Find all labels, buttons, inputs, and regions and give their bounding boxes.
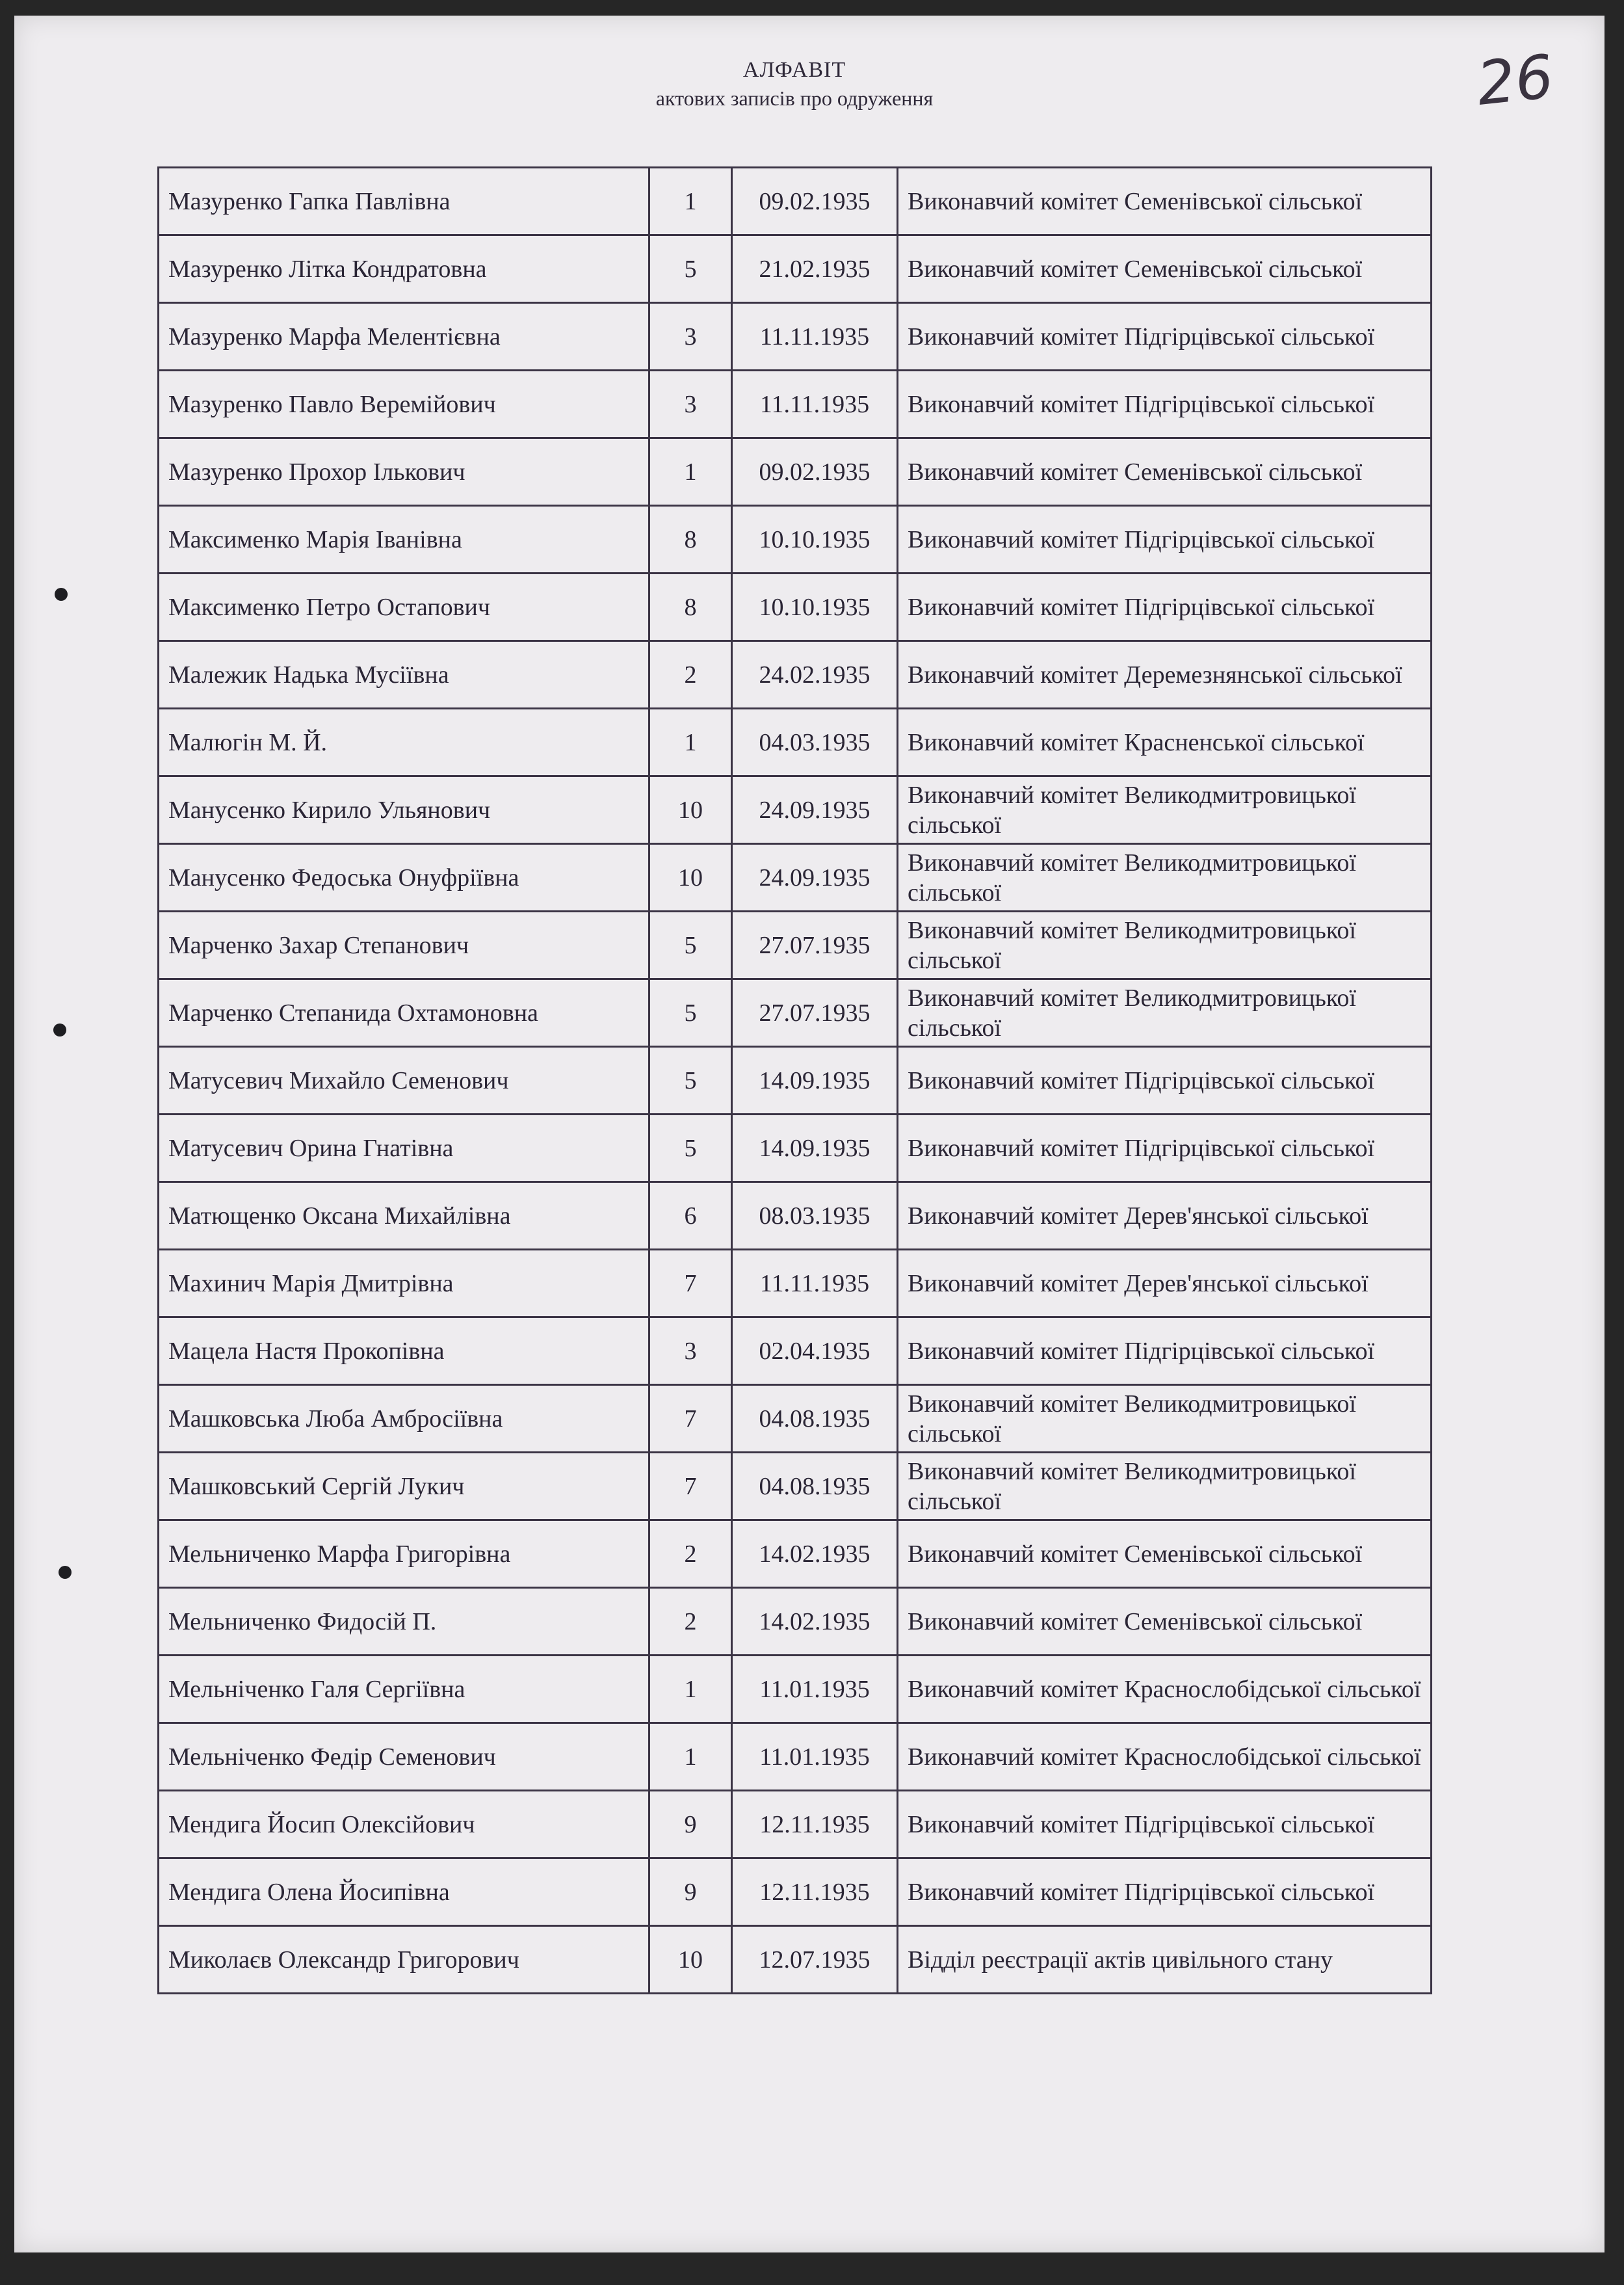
table-row: [159, 1858, 1432, 1926]
registry-authority-cell: Виконавчий комітет Семенівської сільської: [898, 168, 1432, 235]
registry-authority-cell: Виконавчий комітет Підгірцівської сільської: [898, 1115, 1432, 1182]
registry-authority-cell: Виконавчий комітет Семенівської сільської: [898, 235, 1432, 303]
punch-hole-mark: [55, 588, 68, 601]
record-number-cell: 3: [649, 303, 732, 371]
table-row: [159, 776, 1432, 844]
registry-authority-cell: Виконавчий комітет Красненської сільської: [898, 709, 1432, 776]
record-number-cell: 5: [649, 235, 732, 303]
record-date-cell: 21.02.1935: [732, 235, 898, 303]
person-name-cell: Максименко Петро Остапович: [159, 574, 649, 641]
registry-authority-cell: Виконавчий комітет Краснослобідської сільської: [898, 1656, 1432, 1723]
person-name-cell: Машковський Сергій Лукич: [159, 1453, 649, 1520]
registry-authority-cell: Виконавчий комітет Семенівської сільської: [898, 1520, 1432, 1588]
person-name-cell: Малежик Надька Мусіївна: [159, 641, 649, 709]
record-date-cell: 11.11.1935: [732, 1250, 898, 1317]
record-date-cell: 27.07.1935: [732, 912, 898, 979]
person-name-cell: Мазуренко Гапка Павлівна: [159, 168, 649, 235]
table-row: [159, 168, 1432, 235]
record-date-cell: 04.08.1935: [732, 1385, 898, 1453]
table-row: [159, 1723, 1432, 1791]
person-name-cell: Мельніченко Федір Семенович: [159, 1723, 649, 1791]
person-name-cell: Мазуренко Павло Веремійович: [159, 371, 649, 438]
record-date-cell: 11.01.1935: [732, 1723, 898, 1791]
record-date-cell: 12.11.1935: [732, 1791, 898, 1858]
handwritten-page-number: 26: [1473, 42, 1557, 119]
record-number-cell: 6: [649, 1182, 732, 1250]
record-date-cell: 09.02.1935: [732, 168, 898, 235]
record-date-cell: 04.03.1935: [732, 709, 898, 776]
person-name-cell: Манусенко Кирило Ульянович: [159, 776, 649, 844]
record-number-cell: 7: [649, 1453, 732, 1520]
table-row: [159, 844, 1432, 912]
person-name-cell: Мазуренко Прохор Ількович: [159, 438, 649, 506]
table-row: [159, 1115, 1432, 1182]
person-name-cell: Марченко Захар Степанович: [159, 912, 649, 979]
registry-authority-cell: Виконавчий комітет Підгірцівської сільської: [898, 371, 1432, 438]
registry-authority-cell: Виконавчий комітет Деремезнянської сільської: [898, 641, 1432, 709]
record-number-cell: 3: [649, 371, 732, 438]
table-row: [159, 1250, 1432, 1317]
person-name-cell: Матющенко Оксана Михайлівна: [159, 1182, 649, 1250]
table-row: [159, 1656, 1432, 1723]
registry-authority-cell: Виконавчий комітет Краснослобідської сільської: [898, 1723, 1432, 1791]
punch-hole-mark: [53, 1024, 66, 1037]
person-name-cell: Марченко Степанида Охтамоновна: [159, 979, 649, 1047]
marriage-records-table: [157, 166, 1432, 1994]
record-number-cell: 10: [649, 776, 732, 844]
record-number-cell: 1: [649, 1656, 732, 1723]
person-name-cell: Мазуренко Марфа Мелентієвна: [159, 303, 649, 371]
registry-authority-cell: Виконавчий комітет Підгірцівської сільської: [898, 506, 1432, 574]
record-date-cell: 14.02.1935: [732, 1588, 898, 1656]
record-number-cell: 5: [649, 1047, 732, 1115]
record-date-cell: 04.08.1935: [732, 1453, 898, 1520]
table-row: [159, 1047, 1432, 1115]
person-name-cell: Матусевич Михайло Семенович: [159, 1047, 649, 1115]
table-row: [159, 1588, 1432, 1656]
table-row: [159, 1926, 1432, 1994]
table-row: [159, 1385, 1432, 1453]
table-row: [159, 438, 1432, 506]
record-date-cell: 10.10.1935: [732, 574, 898, 641]
person-name-cell: Махинич Марія Дмитрівна: [159, 1250, 649, 1317]
table-row: [159, 912, 1432, 979]
record-date-cell: 12.07.1935: [732, 1926, 898, 1994]
record-number-cell: 2: [649, 1588, 732, 1656]
record-number-cell: 3: [649, 1317, 732, 1385]
record-number-cell: 1: [649, 438, 732, 506]
person-name-cell: Мельниченко Марфа Григорівна: [159, 1520, 649, 1588]
records-table-body: [159, 168, 1432, 1994]
punch-hole-mark: [59, 1566, 72, 1579]
record-date-cell: 08.03.1935: [732, 1182, 898, 1250]
record-number-cell: 1: [649, 168, 732, 235]
record-number-cell: 5: [649, 912, 732, 979]
registry-authority-cell: Виконавчий комітет Великодмитровицької сільської: [898, 1385, 1432, 1453]
record-number-cell: 2: [649, 1520, 732, 1588]
record-number-cell: 5: [649, 1115, 732, 1182]
person-name-cell: Малюгін М. Й.: [159, 709, 649, 776]
record-date-cell: 14.09.1935: [732, 1115, 898, 1182]
document-title: АЛФАВІТ: [742, 58, 846, 82]
table-row: [159, 979, 1432, 1047]
person-name-cell: Матусевич Орина Гнатівна: [159, 1115, 649, 1182]
table-row: [159, 1791, 1432, 1858]
record-number-cell: 10: [649, 1926, 732, 1994]
record-date-cell: 11.11.1935: [732, 303, 898, 371]
document-page: [14, 16, 1604, 2252]
registry-authority-cell: Відділ реєстрації актів цивільного стану: [898, 1926, 1432, 1994]
table-row: [159, 1520, 1432, 1588]
person-name-cell: Максименко Марія Іванівна: [159, 506, 649, 574]
record-number-cell: 2: [649, 641, 732, 709]
record-date-cell: 12.11.1935: [732, 1858, 898, 1926]
record-date-cell: 11.01.1935: [732, 1656, 898, 1723]
record-date-cell: 10.10.1935: [732, 506, 898, 574]
record-date-cell: 11.11.1935: [732, 371, 898, 438]
registry-authority-cell: Виконавчий комітет Підгірцівської сільської: [898, 1317, 1432, 1385]
registry-authority-cell: Виконавчий комітет Дерев'янської сільської: [898, 1182, 1432, 1250]
record-number-cell: 8: [649, 574, 732, 641]
record-number-cell: 8: [649, 506, 732, 574]
document-header: [14, 56, 1575, 112]
record-date-cell: 09.02.1935: [732, 438, 898, 506]
registry-authority-cell: Виконавчий комітет Великодмитровицької сільської: [898, 776, 1432, 844]
person-name-cell: Мазуренко Літка Кондратовна: [159, 235, 649, 303]
registry-authority-cell: Виконавчий комітет Дерев'янської сільської: [898, 1250, 1432, 1317]
record-date-cell: 02.04.1935: [732, 1317, 898, 1385]
table-row: [159, 506, 1432, 574]
record-number-cell: 7: [649, 1385, 732, 1453]
record-date-cell: 24.02.1935: [732, 641, 898, 709]
table-row: [159, 574, 1432, 641]
table-row: [159, 235, 1432, 303]
table-row: [159, 709, 1432, 776]
record-date-cell: 14.02.1935: [732, 1520, 898, 1588]
person-name-cell: Мендига Йосип Олексійович: [159, 1791, 649, 1858]
registry-authority-cell: Виконавчий комітет Великодмитровицької сільської: [898, 979, 1432, 1047]
table-row: [159, 1182, 1432, 1250]
registry-authority-cell: Виконавчий комітет Підгірцівської сільської: [898, 1858, 1432, 1926]
person-name-cell: Мендига Олена Йосипівна: [159, 1858, 649, 1926]
table-row: [159, 1453, 1432, 1520]
person-name-cell: Мельниченко Фидосій П.: [159, 1588, 649, 1656]
record-number-cell: 1: [649, 1723, 732, 1791]
record-date-cell: 14.09.1935: [732, 1047, 898, 1115]
person-name-cell: Мацела Настя Прокопівна: [159, 1317, 649, 1385]
registry-authority-cell: Виконавчий комітет Семенівської сільської: [898, 1588, 1432, 1656]
registry-authority-cell: Виконавчий комітет Підгірцівської сільської: [898, 574, 1432, 641]
document-subtitle: актових записів про одруження: [655, 86, 934, 110]
registry-authority-cell: Виконавчий комітет Підгірцівської сільської: [898, 1047, 1432, 1115]
registry-authority-cell: Виконавчий комітет Підгірцівської сільської: [898, 1791, 1432, 1858]
record-date-cell: 27.07.1935: [732, 979, 898, 1047]
record-number-cell: 9: [649, 1858, 732, 1926]
record-date-cell: 24.09.1935: [732, 844, 898, 912]
person-name-cell: Миколаєв Олександр Григорович: [159, 1926, 649, 1994]
table-row: [159, 371, 1432, 438]
table-row: [159, 303, 1432, 371]
person-name-cell: Машковська Люба Амбросіївна: [159, 1385, 649, 1453]
registry-authority-cell: Виконавчий комітет Великодмитровицької сільської: [898, 1453, 1432, 1520]
table-row: [159, 641, 1432, 709]
record-number-cell: 7: [649, 1250, 732, 1317]
person-name-cell: Мельніченко Галя Сергіївна: [159, 1656, 649, 1723]
record-number-cell: 9: [649, 1791, 732, 1858]
person-name-cell: Манусенко Федоська Онуфріївна: [159, 844, 649, 912]
record-number-cell: 1: [649, 709, 732, 776]
record-date-cell: 24.09.1935: [732, 776, 898, 844]
registry-authority-cell: Виконавчий комітет Підгірцівської сільської: [898, 303, 1432, 371]
table-row: [159, 1317, 1432, 1385]
record-number-cell: 5: [649, 979, 732, 1047]
registry-authority-cell: Виконавчий комітет Семенівської сільської: [898, 438, 1432, 506]
registry-authority-cell: Виконавчий комітет Великодмитровицької сільської: [898, 844, 1432, 912]
record-number-cell: 10: [649, 844, 732, 912]
registry-authority-cell: Виконавчий комітет Великодмитровицької сільської: [898, 912, 1432, 979]
